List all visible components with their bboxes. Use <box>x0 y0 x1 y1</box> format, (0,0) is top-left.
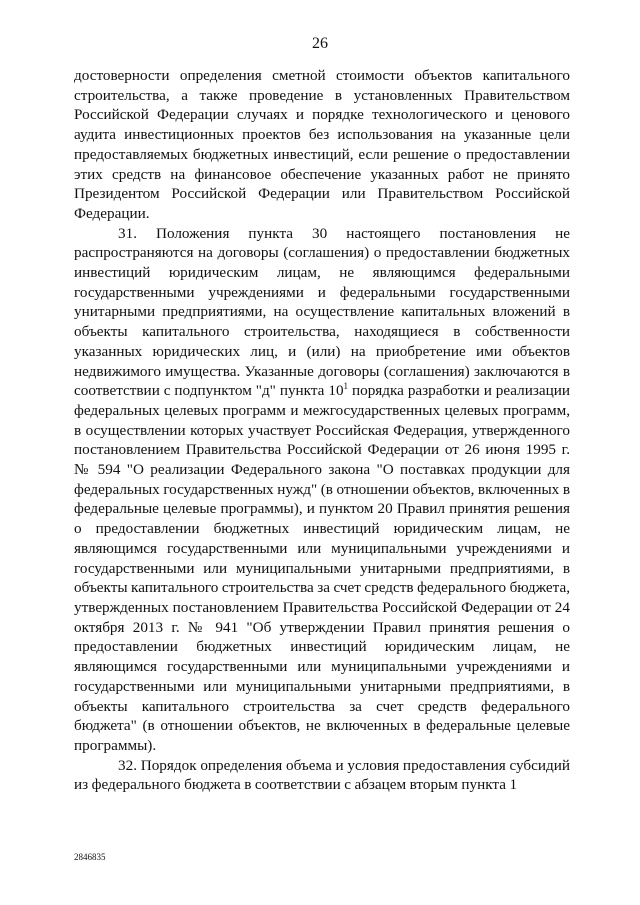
document-code: 2846835 <box>74 852 106 862</box>
document-body <box>74 66 570 795</box>
paragraph-31-text-start: 31. Положения пункта 30 настоящего постановления не распространяются на договоры (соглашения) о предоставлении бюджетных инвестиций юридическим лицам, не являющимся федеральными государственными учреждениями и федеральными государственными унитарными предприятиями, на осуществление капитальных вложений в объекты капитального строительства, находящиеся в собственности указанных юридических лиц, и (или) на приобретение ими объектов недвижимого имущества. Указанные договоры (соглашения) заключаются в соответствии с подпунктом "д" пункта 10 <box>74 224 570 400</box>
page-number: 26 <box>312 35 328 52</box>
paragraph-32: 32. Порядок определения объема и условия предоставления субсидий из федерального бюджета в соответствии с абзацем вторым пункта 1 <box>74 756 570 794</box>
paragraph-31 <box>74 224 570 756</box>
paragraph-31-text-end: порядка разработки и реализации федеральных целевых программ и межгосударственных целевых программ, в осуществлении которых участвует Российская Федерация, утвержденного постановлением Правительства Российской Федерации от 26 июня 1995 г. № 594 "О реализации Федерального закона "О поставках продукции для федеральных государственных нужд" (в отношении объектов, включенных в федеральные целевые программы), и пунктом 20 Правил принятия решения о предоставлении бюджетных инвестиций юридическим лицам, не являющимся государственными или муниципальными учреждениями и государственными или муниципальными унитарными предприятиями, в объекты капитального строительства за счет средств федерального бюджета, утвержденных постановлением Правительства Российской Федерации от 24 октября 2013 г. № 941 "Об утверждении Правил принятия решения о предоставлении бюджетных инвестиций юридическим лицам, не являющимся государственными или муниципальными учреждениями и государственными или муниципальными унитарными предприятиями, в объекты капитального строительства за счет средств федерального бюджета" (в отношении объектов, не включенных в федеральные целевые программы). <box>74 382 570 754</box>
paragraph-continuation: достоверности определения сметной стоимости объектов капитального строительства, а также проведение в установленных Правительством Российской Федерации случаях и порядке технологического и ценового аудита инвестиционных проектов без использования на указанные цели предоставляемых бюджетных инвестиций, если решение о предоставлении этих средств на финансовое обеспечение указанных работ не принято Президентом Российской Федерации или Правительством Российской Федерации. <box>74 67 570 222</box>
superscript-mark: 1 <box>343 381 349 392</box>
